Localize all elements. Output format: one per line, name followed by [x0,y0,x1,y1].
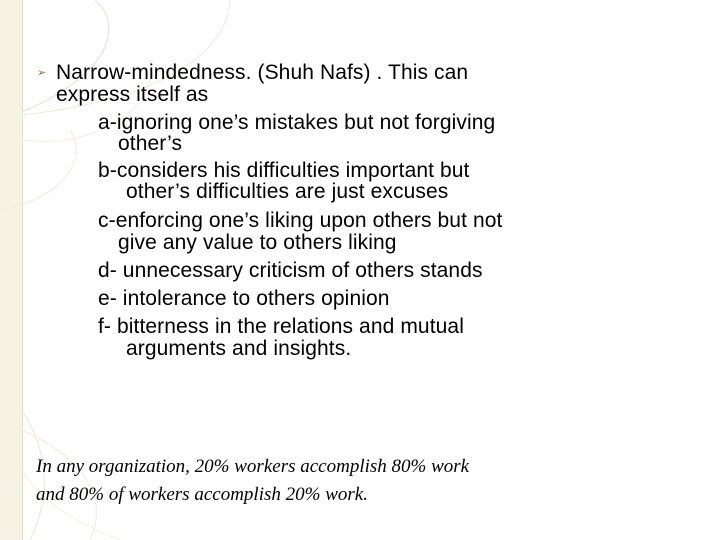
list-item-a-line-2: other’s [118,132,183,155]
arrow-bullet-icon: ➢ [37,67,47,79]
list-item-d: d- unnecessary criticism of others stands [98,259,483,282]
footer-line-1: In any organization, 20% workers accomplish 80% work [36,456,470,477]
main-text-line-2: express itself as [56,83,209,106]
list-item-f-line-1: f- bitterness in the relations and mutual [98,315,464,338]
list-item-f-line-2: arguments and insights. [126,337,352,360]
list-item-b-line-1: b-considers his difficulties important but [98,159,470,182]
list-item-c-line-1: c-enforcing one’s liking upon others but not [98,209,503,232]
list-item-e: e- intolerance to others opinion [98,287,390,310]
list-item-a-line-1: a-ignoring one’s mistakes but not forgiving [98,111,496,134]
main-text-line-1: Narrow-mindedness. (Shuh Nafs) . This can [56,61,469,84]
list-item-c-line-2: give any value to others liking [118,231,397,254]
list-item-b-line-2: other’s difficulties are just excuses [126,180,449,203]
footer-line-2: and 80% of workers accomplish 20% work. [36,484,368,505]
